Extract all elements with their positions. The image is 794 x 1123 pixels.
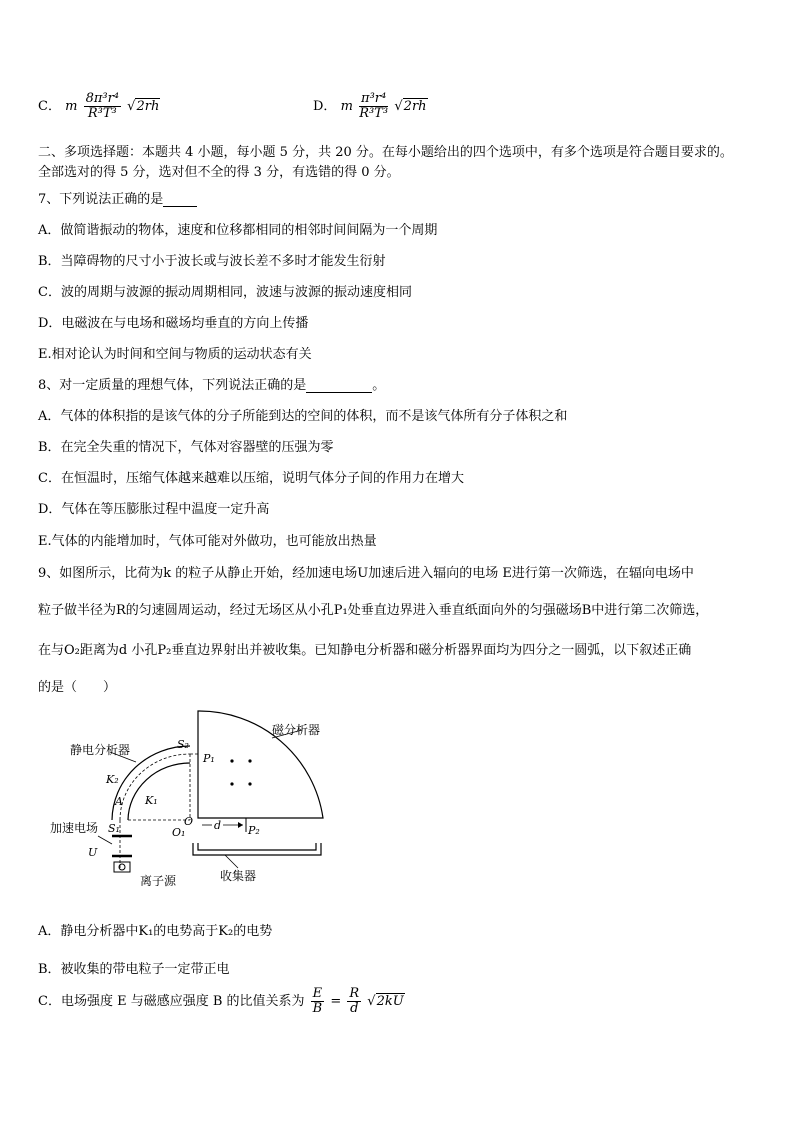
k2-label: K₂ (106, 773, 119, 786)
q8-option-e[interactable]: E.气体的内能增加时，气体可能对外做功，也可能放出热量 (38, 534, 377, 549)
answer-blank[interactable] (163, 194, 197, 207)
equals-sign: = (330, 994, 342, 1009)
option-label: D． (313, 99, 337, 114)
k1-label: K₁ (145, 794, 158, 807)
option-label: C． (38, 99, 61, 114)
electrostatic-analyzer-label: 静电分析器 (70, 743, 131, 757)
q9-stem-line4: 的是（ ） (38, 680, 117, 695)
collector-label: 收集器 (220, 869, 257, 883)
q9-option-a[interactable]: A．静电分析器中K₁的电势高于K₂的电势 (38, 924, 273, 939)
s1-label: S₁ (108, 822, 120, 835)
q8-stem (38, 374, 385, 393)
sqrt-radicand: 2kU (376, 994, 404, 1009)
q8-stem-end: 。 (372, 378, 386, 393)
q7-stem-text: 7、下列说法正确的是 (38, 192, 164, 207)
q9-stem-line3: 在与O₂距离为d 小孔P₂垂直边界射出并被收集。已知静电分析器和磁分析器界面均为四分之一圆弧，以下叙述正确 (38, 643, 692, 658)
s2-label: S₂ (177, 738, 189, 751)
q9-stem-line2: 粒子做半径为R的匀速圆周运动，经过无场区从小孔P₁处垂直边界进入垂直纸面向外的匀强磁场B中进行第二次筛选， (38, 603, 709, 618)
o1-label: O₁ (172, 826, 186, 839)
q7-option-b[interactable]: B．当障碍物的尺寸小于波长或与波长差不多时才能发生衍射 (38, 254, 386, 269)
collector-shape (193, 843, 321, 855)
p2-label: P₂ (248, 824, 260, 837)
q9-stem-line1: 9、如图所示，比荷为k 的粒子从静止开始，经加速电场U加速后进入辐向的电场 E进行第一次筛选，在辐向电场中 (38, 566, 694, 581)
fraction-numerator: 8π³r⁴ (85, 91, 120, 106)
answer-blank[interactable] (306, 380, 372, 393)
fraction-denominator: R³T³ (87, 106, 117, 121)
option-c-text: C．电场强度 E 与磁感应强度 B 的比值关系为 (38, 994, 305, 1009)
fraction-numerator: R (349, 986, 360, 1001)
a-label: A (115, 795, 123, 808)
sqrt-expression: √2rh (127, 99, 160, 114)
sqrt-radicand: 2rh (403, 99, 427, 114)
q6-option-d[interactable] (313, 92, 428, 121)
section2-line1: 二、多项选择题：本题共 4 小题，每小题 5 分，共 20 分。在每小题给出的四个选项中，有多个选项是符合题目要求的。 (38, 145, 733, 160)
q8-option-b[interactable]: B．在完全失重的情况下，气体对容器壁的压强为零 (38, 440, 334, 455)
q6-option-c[interactable] (38, 92, 160, 121)
d-label: d (214, 819, 222, 832)
sqrt-expression: √2rh (394, 99, 427, 114)
ion-source-label: 离子源 (140, 874, 177, 888)
fraction-e-over-b (311, 987, 325, 1016)
fraction (359, 92, 388, 121)
o-label: O (184, 815, 194, 828)
q8-option-a[interactable]: A．气体的体积指的是该气体的分子所能到达的空间的体积，而不是该气体所有分子体积之和 (38, 409, 568, 424)
mass-symbol: m (340, 99, 353, 114)
fraction (84, 92, 121, 121)
magnetic-analyzer-label: 磁分析器 (272, 723, 321, 737)
fraction-numerator: π³r⁴ (361, 91, 387, 106)
q7-option-d[interactable]: D．电磁波在与电场和磁场均垂直的方向上传播 (38, 316, 309, 331)
fraction-denominator: B (312, 1001, 323, 1016)
accel-field-label: 加速电场 (50, 821, 99, 835)
u-label: U (88, 846, 98, 859)
section2-line2: 全部选对的得 5 分，选对但不全的得 3 分，有选错的得 0 分。 (38, 165, 400, 180)
fraction-r-over-d (347, 987, 361, 1016)
mass-spectrometer-figure (40, 708, 340, 893)
q7-option-e[interactable]: E.相对论认为时间和空间与物质的运动状态有关 (38, 347, 312, 362)
p1-label: P₁ (203, 752, 215, 765)
q8-option-c[interactable]: C．在恒温时，压缩气体越来越难以压缩，说明气体分子间的作用力在增大 (38, 471, 464, 486)
fraction-numerator: E (312, 986, 323, 1001)
fraction-denominator: R³T³ (359, 106, 389, 121)
fraction-denominator: d (350, 1001, 359, 1016)
q8-stem-text: 8、对一定质量的理想气体，下列说法正确的是 (38, 378, 307, 393)
sqrt-radicand: 2rh (136, 99, 160, 114)
q7-option-a[interactable]: A．做简谐振动的物体，速度和位移都相同的相邻时间间隔为一个周期 (38, 223, 438, 238)
inner-plate-k1 (128, 763, 190, 820)
mass-symbol: m (65, 99, 78, 114)
sqrt-expression: √2kU (367, 994, 404, 1009)
q9-option-b[interactable]: B．被收集的带电粒子一定带正电 (38, 962, 230, 977)
q9-option-c[interactable] (38, 987, 405, 1016)
q8-option-d[interactable]: D．气体在等压膨胀过程中温度一定升高 (38, 502, 270, 517)
q7-option-c[interactable]: C．波的周期与波源的振动周期相同，波速与波源的振动速度相同 (38, 285, 412, 300)
q7-stem (38, 188, 197, 207)
